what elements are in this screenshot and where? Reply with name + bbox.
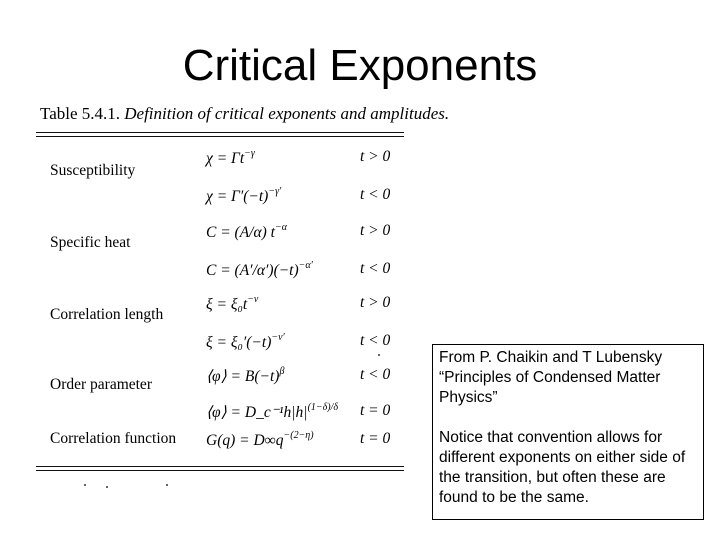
quantity-specific-heat: Specific heat bbox=[50, 234, 131, 251]
scan-speck bbox=[106, 486, 108, 488]
formula: $\xi = \xi_0'(-t)^{-\nu'}$ bbox=[206, 332, 285, 351]
table-row bbox=[36, 140, 406, 176]
table-bottom-rule-2 bbox=[36, 470, 404, 471]
formula: C = (A/α) $t^{-\alpha}$ bbox=[206, 222, 287, 241]
source-line-1: From P. Chaikin and T Lubensky bbox=[439, 349, 663, 366]
table-row bbox=[36, 214, 406, 250]
formula: $\xi = \xi_0t^{-\nu}$ bbox=[206, 294, 259, 313]
formula: $\chi = \Gamma t^{-\gamma}$ bbox=[206, 148, 255, 167]
formula: ⟨φ⟩ = $D\_c^{-1}h|h|^{(1-\delta)/\delta}$ bbox=[206, 402, 339, 421]
condition: t < 0 bbox=[360, 260, 391, 277]
table-caption-number: Table 5.4.1. bbox=[40, 104, 121, 123]
table-row bbox=[36, 358, 406, 394]
formula: $C = (A'/\alpha')(-t)^{-\alpha'}$ bbox=[206, 260, 313, 279]
scan-speck bbox=[166, 484, 168, 486]
table-caption-text: Definition of critical exponents and amplitudes. bbox=[124, 104, 450, 123]
quantity-order-parameter: Order parameter bbox=[50, 376, 152, 393]
table-bottom-rule bbox=[36, 466, 404, 467]
condition: t > 0 bbox=[360, 148, 391, 165]
formula: ⟨φ⟩ = $B(-t)^\beta$ bbox=[206, 366, 285, 385]
table-row bbox=[36, 178, 406, 214]
note-gap bbox=[439, 408, 697, 428]
table-row bbox=[36, 286, 406, 322]
note-comment: Notice that convention allows for different exponents on either side of the transition, but often these are found to be the same. bbox=[439, 429, 686, 506]
quantity-susceptibility: Susceptibility bbox=[50, 162, 136, 179]
quantity-correlation-length: Correlation length bbox=[50, 306, 164, 323]
table-row bbox=[36, 422, 406, 458]
critical-exponents-table bbox=[36, 104, 450, 496]
condition: t = 0 bbox=[360, 402, 391, 419]
source-note-box bbox=[432, 344, 704, 520]
condition: t < 0 bbox=[360, 332, 391, 349]
condition: t > 0 bbox=[360, 222, 391, 239]
table-row bbox=[36, 324, 406, 360]
condition: t = 0 bbox=[360, 430, 391, 447]
quantity-correlation-function: Correlation function bbox=[50, 430, 177, 447]
formula: $G(q) = D\infty q^{-(2-\eta)}$ bbox=[206, 430, 314, 449]
table-top-rule bbox=[36, 132, 404, 133]
table-row bbox=[36, 252, 406, 288]
table-caption bbox=[40, 104, 449, 124]
scan-speck bbox=[84, 484, 86, 486]
slide-title: Critical Exponents bbox=[182, 41, 538, 90]
table-top-rule-2 bbox=[36, 136, 404, 137]
condition: t > 0 bbox=[360, 294, 391, 311]
condition: t < 0 bbox=[360, 366, 391, 383]
scan-speck bbox=[378, 354, 380, 356]
condition: t < 0 bbox=[360, 186, 391, 203]
source-line-2: “Principles of Condensed Matter Physics” bbox=[439, 369, 661, 406]
formula: $\chi = \Gamma'(-t)^{-\gamma'}$ bbox=[206, 186, 282, 205]
